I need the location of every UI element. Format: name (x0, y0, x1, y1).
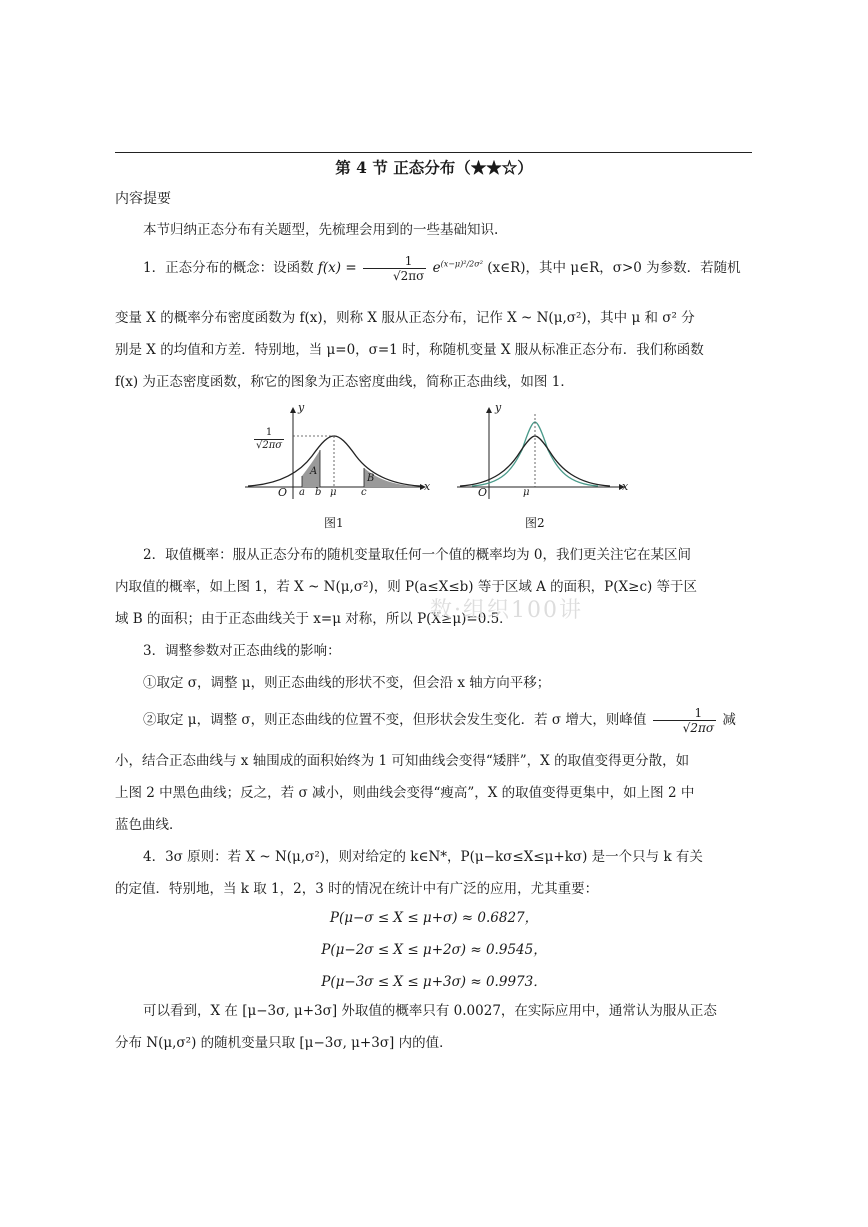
params-line-3: ②取定 μ，调整 σ，则正态曲线的位置不变，但形状会发生变化．若 σ 增大，则峰值 $\frac{1}{√2\pi\sigma}$ 减 (143, 706, 736, 735)
formula-1: P(μ−σ ≤ X ≤ μ+σ) ≈ 0.6827， (329, 910, 539, 926)
top-rule (115, 152, 752, 153)
concept-line-1 (115, 254, 755, 283)
concept-label: 1．正态分布的概念：设函数 (143, 260, 314, 276)
density-fraction: $\frac{1}{√2\pi\sigma}$ (363, 254, 426, 283)
fig1-b: b (315, 487, 322, 498)
fig2-y-label: y (495, 401, 502, 414)
params-line-2: ①取定 σ，调整 μ，则正态曲线的形状不变，但会沿 x 轴方向平移； (143, 675, 551, 691)
section-title: 第 4 节 正态分布（★★☆） (335, 158, 533, 177)
params-line-5: 上图 2 中黑色曲线；反之，若 σ 减小，则曲线会变得“瘦高”，X 的取值变得更集中，如上图 2 中 (115, 785, 695, 801)
concept-domain: (x∈R)，其中 μ∈R，σ>0 为参数．若随机 (487, 260, 741, 276)
fig1-region-a-label: A (310, 466, 318, 477)
concept-line-2: 变量 X 的概率分布密度函数为 f(x)，则称 X 服从正态分布，记作 X ~ N(μ,σ²)，其中 μ 和 σ² 分 (115, 310, 695, 326)
watermark: 数·组织100讲 (430, 598, 583, 623)
conclusion-line-2: 分布 N(μ,σ²) 的随机变量只取 [μ−3σ, μ+3σ] 内的值． (115, 1035, 453, 1051)
fig1-origin: O (278, 486, 288, 499)
fig1-caption: 图1 (324, 516, 344, 530)
concept-line-3: 别是 X 的均值和方差．特别地，当 μ=0，σ=1 时，称随机变量 X 服从标准正态分布．我们称函数 (115, 342, 704, 358)
func-name: f(x) = (317, 260, 357, 276)
fig1-x-label: x (424, 480, 431, 493)
three-sigma-line-1: 4．3σ 原则：若 X ~ N(μ,σ²)，则对给定的 k∈N*，P(μ−kσ≤X≤μ+kσ) 是一个只与 k 有关 (143, 849, 703, 865)
three-sigma-line-2: 的定值．特别地，当 k 取 1，2，3 时的情况在统计中有广泛的应用，尤其重要： (115, 881, 599, 897)
params-line-6: 蓝色曲线． (115, 817, 183, 833)
probability-line-2: 内取值的概率，如上图 1，若 X ~ N(μ,σ²)，则 P(a≤X≤b) 等于区域 A 的面积，P(X≥c) 等于区 (115, 579, 698, 595)
formula-2: P(μ−2σ ≤ X ≤ μ+2σ) ≈ 0.9545， (321, 942, 547, 958)
fig2-mu: μ (523, 487, 530, 498)
params-line-1: 3．调整参数对正态曲线的影响： (143, 643, 341, 659)
fig2-caption: 图2 (525, 516, 545, 530)
fig2-x-label: x (622, 480, 629, 493)
intro-paragraph: 本节归纳正态分布有关题型，先梳理会用到的一些基础知识. (143, 222, 499, 238)
fig1-a: a (299, 487, 305, 498)
peak-fraction: $\frac{1}{√2\pi\sigma}$ (653, 706, 716, 735)
fig2-origin: O (478, 486, 488, 499)
section-heading: 内容提要 (115, 191, 171, 207)
fig1-mu: μ (330, 487, 337, 498)
fig1-region-b-label: B (367, 473, 375, 484)
conclusion-line-1: 可以看到，X 在 [μ−3σ, μ+3σ] 外取值的概率只有 0.0027，在实际应用中，通常认为服从正态 (143, 1003, 717, 1019)
fig1-c: c (361, 487, 367, 498)
params-line-4: 小，结合正态曲线与 x 轴围成的面积始终为 1 可知曲线会变得“矮胖”，X 的取值变得更分散，如 (115, 753, 690, 769)
fig1-y-label: y (298, 401, 305, 414)
concept-line-4: f(x) 为正态密度函数，称它的图象为正态密度曲线，简称正态曲线，如图 1． (115, 374, 574, 390)
exp-base: e (432, 260, 441, 276)
probability-line-1: 2．取值概率：服从正态分布的随机变量取任何一个值的概率均为 0，我们更关注它在某区间 (143, 547, 691, 563)
formula-3: P(μ−3σ ≤ X ≤ μ+3σ) ≈ 0.9973． (321, 974, 547, 990)
probability-line-3: 域 B 的面积；由于正态曲线关于 x=μ 对称，所以 P(X≥μ)=0.5． (115, 611, 513, 627)
exp-power: (x−μ)²/2σ² (440, 259, 483, 269)
fig1-peak-label: $\frac{1}{√2\pi\sigma}$ (256, 427, 283, 451)
